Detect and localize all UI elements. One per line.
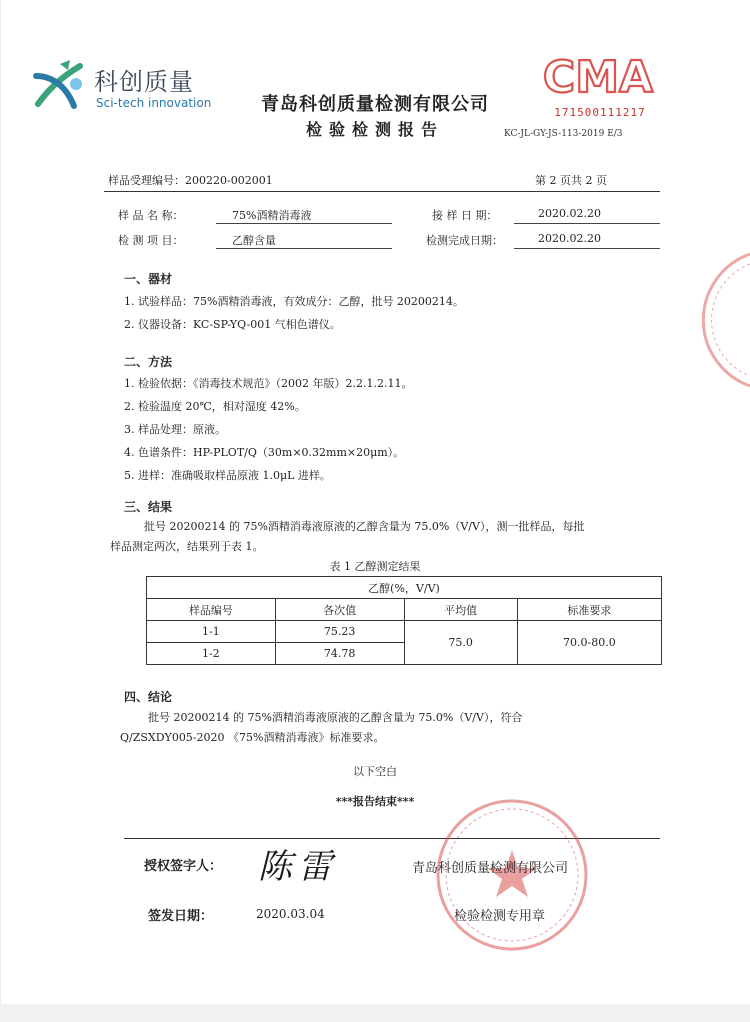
logo-english-text: Sci-tech innovation [96, 96, 212, 110]
conclusion-line-2: Q/ZSXDY005-2020 《75%酒精消毒液》标准要求。 [120, 731, 385, 744]
ethanol-result-table [146, 576, 662, 665]
receive-date-label: 接 样 日 期： [432, 209, 498, 222]
cma-certification-logo [540, 48, 656, 102]
test-item-value: 乙醇含量 [232, 234, 276, 247]
company-name-title: 青岛科创质量检测有限公司 [261, 94, 489, 115]
col-standard: 标准要求 [517, 599, 661, 621]
section-conclusion-title: 四、结论 [124, 690, 173, 704]
report-title: 检验检测报告 [305, 120, 444, 139]
section-result-title: 三、结果 [124, 500, 173, 514]
signature-text: 陈雷 [258, 847, 338, 887]
row2-value: 74.78 [275, 643, 404, 665]
table-row [147, 621, 662, 643]
header-divider [104, 191, 660, 192]
issue-date-label: 签发日期： [148, 909, 214, 924]
table-caption: 表 1 乙醇测定结果 [329, 560, 421, 573]
handwritten-signature [254, 840, 364, 890]
method-line-5: 5. 进样：准确吸取样品原液 1.0μL 进样。 [124, 469, 331, 482]
method-line-2: 2. 检验温度 20℃，相对湿度 42%。 [124, 400, 306, 413]
company-signature-name: 青岛科创质量检测有限公司 [412, 861, 569, 876]
equipment-line-1: 1. 试验样品：75%酒精消毒液，有效成分：乙醇，批号 20200214。 [124, 295, 464, 308]
col-sample-id: 样品编号 [147, 599, 276, 621]
col-each-value: 各次值 [275, 599, 404, 621]
sample-name-value: 75%酒精消毒液 [232, 209, 312, 222]
method-line-4: 4. 色谱条件：HP-PLOT/Q（30m×0.32mm×20μm）。 [124, 446, 405, 459]
cma-certificate-number: 171500111217 [554, 106, 646, 119]
section-method-title: 二、方法 [124, 355, 173, 369]
table-header-row [147, 577, 662, 599]
test-item-underline [216, 248, 392, 249]
complete-date-value: 2020.02.20 [538, 232, 601, 245]
sample-name-label: 样 品 名 称： [118, 209, 184, 222]
page-number-info: 第 2 页共 2 页 [535, 174, 607, 187]
edge-seam-stamp [702, 250, 750, 390]
sample-accept-number: 样品受理编号：200220-002001 [108, 174, 273, 187]
blank-below-note: 以下空白 [353, 765, 397, 778]
section-equipment-title: 一、器材 [124, 272, 173, 286]
complete-date-underline [514, 248, 660, 249]
result-line-1: 批号 20200214 的 75%酒精消毒液原液的乙醇含量为 75.0%（V/V），测一批样品，每批 [144, 520, 585, 533]
method-line-3: 3. 样品处理：原液。 [124, 423, 226, 436]
issue-date-value: 2020.03.04 [256, 907, 325, 921]
row2-sample-id: 1-2 [147, 643, 276, 665]
seal-caption: 检验检测专用章 [454, 909, 546, 924]
sample-name-underline [216, 223, 392, 224]
method-line-1: 1. 检验依据：《消毒技术规范》（2002 年版）2.2.1.2.11。 [124, 377, 413, 390]
col-average: 平均值 [404, 599, 517, 621]
receive-date-value: 2020.02.20 [538, 207, 601, 220]
signer-label: 授权签字人： [144, 859, 223, 874]
page-bottom-band [0, 1004, 750, 1022]
average-value: 75.0 [404, 621, 517, 665]
receive-date-underline [514, 223, 660, 224]
table-group-header: 乙醇(%，V/V) [147, 577, 662, 599]
document-code: KC-JL-GY-JS-113-2019 E/3 [504, 129, 623, 139]
table-column-row [147, 599, 662, 621]
complete-date-label: 检测完成日期： [426, 234, 503, 247]
logo-chinese-text: 科创质量 [94, 68, 194, 96]
cma-logo-text: CMA [542, 52, 654, 102]
row1-value: 75.23 [275, 621, 404, 643]
row1-sample-id: 1-1 [147, 621, 276, 643]
conclusion-line-1: 批号 20200214 的 75%酒精消毒液原液的乙醇含量为 75.0%（V/V），符合 [148, 711, 523, 724]
test-item-label: 检 测 项 目： [118, 234, 184, 247]
standard-value: 70.0-80.0 [517, 621, 661, 665]
result-line-2: 样品测定两次，结果列于表 1。 [110, 540, 264, 553]
equipment-line-2: 2. 仪器设备：KC-SP-YQ-001 气相色谱仪。 [124, 318, 341, 331]
report-end-note: ***报告结束*** [335, 795, 415, 808]
